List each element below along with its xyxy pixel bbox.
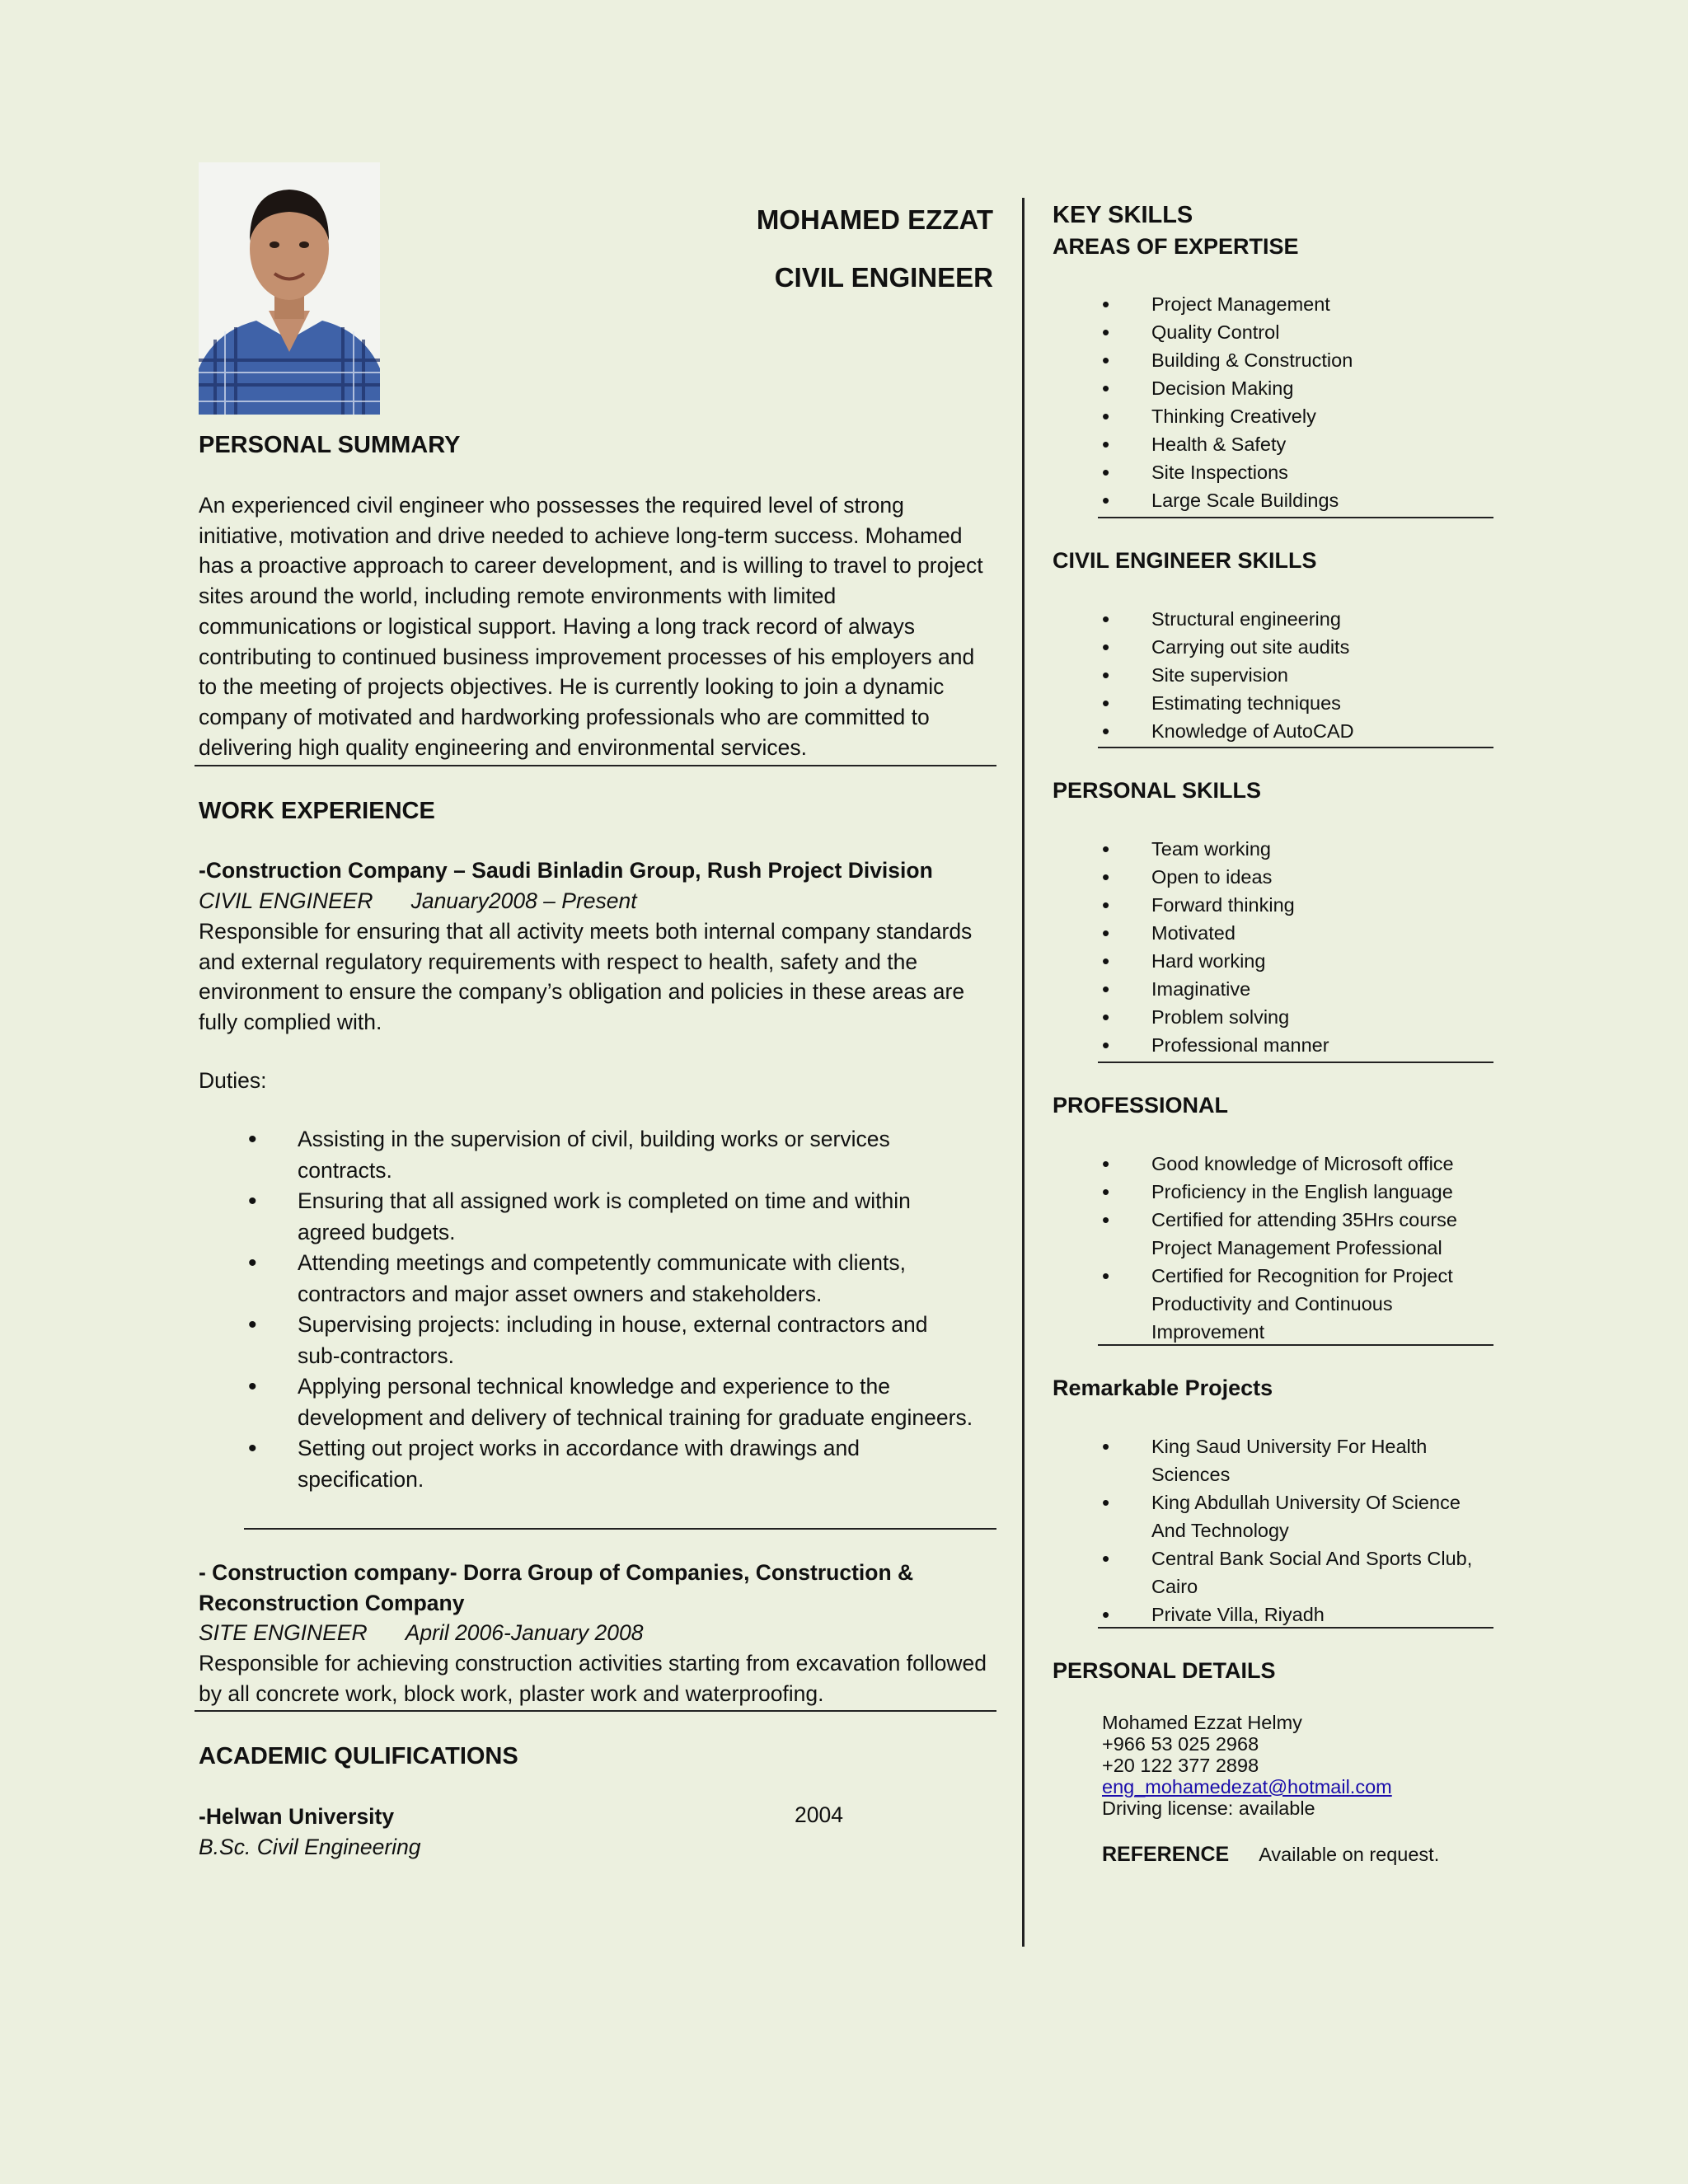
expertise-divider [1098,517,1493,518]
academic-heading: ACADEMIC QULIFICATIONS [199,1743,518,1769]
list-item: • Carrying out site audits [1102,633,1493,661]
list-item: • Problem solving [1102,1003,1493,1031]
list-item: • Imaginative [1102,975,1493,1003]
candidate-title: CIVIL ENGINEER [774,262,993,293]
list-item: • Hard working [1102,947,1493,975]
job-2-dates: April 2006-January 2008 [405,1620,644,1645]
list-item: • Knowledge of AutoCAD [1102,717,1493,745]
column-divider [1022,198,1025,1947]
projects-divider [1098,1627,1493,1629]
civil-skills-list [1102,605,1493,745]
list-item: • Forward thinking [1102,891,1493,919]
full-name: Mohamed Ezzat Helmy [1102,1712,1302,1733]
civil-skills-heading: CIVIL ENGINEER SKILLS [1053,548,1317,573]
personal-details-heading: PERSONAL DETAILS [1053,1658,1276,1683]
professional-divider [1098,1344,1493,1346]
list-item: • Open to ideas [1102,863,1493,891]
list-item: • Decision Making [1102,374,1493,402]
name-block [495,191,993,307]
job-2-role-line [199,1618,643,1648]
list-item: • Proficiency in the English language [1102,1178,1493,1206]
job-2-company: - Construction company- Dorra Group of Companies, Construction & Reconstruction Company [199,1560,914,1615]
personal-skills-heading: PERSONAL SKILLS [1053,778,1262,803]
driving-license: Driving license: available [1102,1797,1315,1819]
expertise-list [1102,290,1493,514]
list-item: • Large Scale Buildings [1102,486,1493,514]
job-2-role: SITE ENGINEER [199,1620,368,1645]
list-item: • Certified for Recognition for Project Productivity and Continuous Improvement [1102,1262,1493,1346]
list-item: • Ensuring that all assigned work is completed on time and within agreed budgets. [248,1186,973,1248]
expertise-heading: AREAS OF EXPERTISE [1053,234,1299,259]
professional-heading: PROFESSIONAL [1053,1093,1229,1118]
job-2-divider [195,1710,996,1712]
personal-details [1102,1712,1392,1819]
list-item: • Supervising projects: including in house, external contractors and sub-contractors. [248,1310,973,1371]
person-portrait-icon [199,162,380,415]
list-item: • Quality Control [1102,318,1493,346]
reference-line [1102,1843,1439,1867]
list-item: • Professional manner [1102,1031,1493,1059]
personal-skills-list [1102,835,1493,1059]
academic-degree: B.Sc. Civil Engineering [199,1835,421,1859]
job-1-role: CIVIL ENGINEER [199,888,373,913]
list-item: • Attending meetings and competently communicate with clients, contractors and major asset owners and stakeholders. [248,1248,973,1310]
list-item: • Certified for attending 35Hrs course Project Management Professional [1102,1206,1493,1262]
work-heading: WORK EXPERIENCE [199,798,435,824]
professional-list [1102,1150,1493,1346]
job-1-dates: January2008 – Present [410,888,637,913]
job-1-role-line [199,886,637,916]
summary-divider [195,765,996,766]
list-item: • Team working [1102,835,1493,863]
list-item: • Building & Construction [1102,346,1493,374]
list-item: • Private Villa, Riyadh [1102,1601,1493,1629]
list-item: • King Abdullah University Of Science And Technology [1102,1488,1493,1544]
key-skills-heading: KEY SKILLS [1053,202,1193,228]
duties-label: Duties: [199,1068,267,1093]
candidate-name: MOHAMED EZZAT [756,204,993,235]
duties-list [248,1124,973,1495]
projects-heading: Remarkable Projects [1053,1376,1273,1400]
profile-photo [199,162,380,415]
list-item: • Central Bank Social And Sports Club, Cairo [1102,1544,1493,1601]
reference-value: Available on request. [1259,1844,1440,1865]
projects-list [1102,1432,1493,1629]
phone-saudi: +966 53 025 2968 [1102,1733,1259,1755]
list-item: • Structural engineering [1102,605,1493,633]
list-item: • Project Management [1102,290,1493,318]
list-item: • Setting out project works in accordance with drawings and specification. [248,1433,973,1495]
list-item: • Thinking Creatively [1102,402,1493,430]
personal-skills-divider [1098,1062,1493,1063]
job-1-company: -Construction Company – Saudi Binladin Group, Rush Project Division [199,858,933,883]
phone-egypt: +20 122 377 2898 [1102,1755,1259,1776]
reference-label: REFERENCE [1102,1843,1230,1866]
list-item: • Applying personal technical knowledge and experience to the development and delivery of technical training for graduate engineers. [248,1371,973,1433]
list-item: • Motivated [1102,919,1493,947]
list-item: • Estimating techniques [1102,689,1493,717]
list-item: • Site supervision [1102,661,1493,689]
list-item: • King Saud University For Health Sciences [1102,1432,1493,1488]
list-item: • Health & Safety [1102,430,1493,458]
list-item: • Assisting in the supervision of civil, building works or services contracts. [248,1124,973,1186]
job-1-divider [244,1528,996,1530]
job-2-description: Responsible for achieving construction activities starting from excavation followed by all concrete work, block work, plaster work and waterproofing. [199,1651,987,1706]
email-link[interactable]: eng_mohamedezat@hotmail.com [1102,1776,1392,1797]
list-item: • Good knowledge of Microsoft office [1102,1150,1493,1178]
civil-skills-divider [1098,747,1493,748]
summary-text: An experienced civil engineer who possesses the required level of strong initiative, motivation and drive needed to achieve long-term success. Mohamed has a proactive approach to career development, and is willing to travel to project sites around the world, including remote environments with limited communications or logistical support. Having a long track record of always contributing to continued business improvement processes of his employers and to the meeting of projects objectives. He is currently looking to join a dynamic company of motivated and hardworking professionals who are committed to delivering high quality engineering and environmental services. [199,493,983,760]
summary-heading: PERSONAL SUMMARY [199,432,461,458]
list-item: • Site Inspections [1102,458,1493,486]
academic-year: 2004 [795,1802,843,1827]
job-1-description: Responsible for ensuring that all activity meets both internal company standards and external regulatory requirements with respect to health, safety and the environment to ensure the company’s obligation and policies in these areas are fully complied with. [199,919,973,1035]
academic-school: -Helwan University [199,1804,395,1829]
